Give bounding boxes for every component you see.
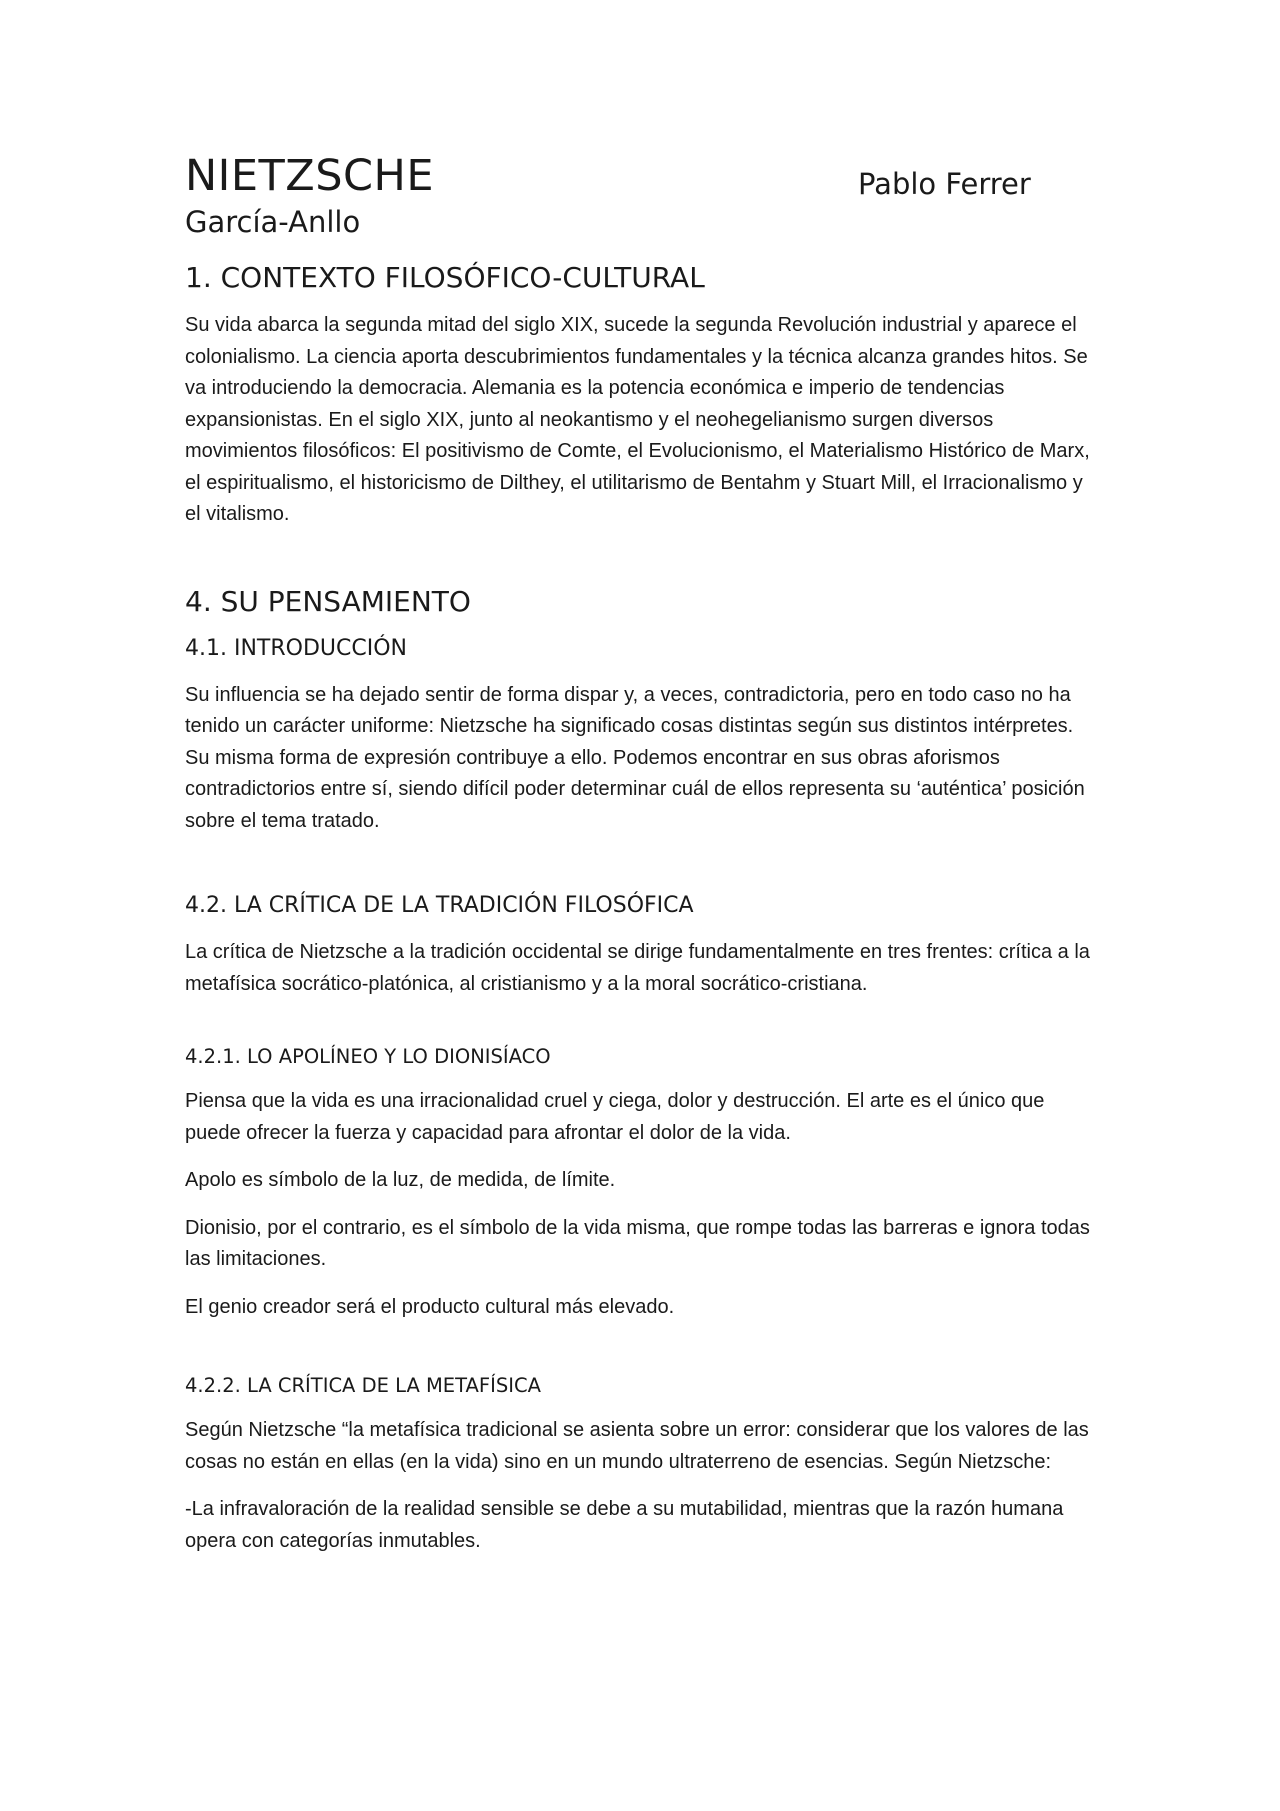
section-4-2-1-paragraph-2: Apolo es símbolo de la luz, de medida, de límite. [185,1169,616,1191]
section-4-2-1-paragraph-3: Dionisio, por el contrario, es el símbolo de la vida misma, que rompe todas las barreras e ignora todas las limitaciones. [185,1216,1090,1270]
title-row [185,150,1100,202]
section-4-2-paragraph: La crítica de Nietzsche a la tradición occidental se dirige fundamentalmente en tres frentes: crítica a la metafísica socrático-platónica, al cristianismo y a la moral socrático-cristiana. [185,941,1090,995]
section-4-2-heading: 4.2. LA CRÍTICA DE LA TRADICIÓN FILOSÓFICA [185,893,694,918]
section-4-1-heading: 4.1. INTRODUCCIÓN [185,635,407,661]
section-4-2-1-paragraph-4: El genio creador será el producto cultural más elevado. [185,1295,675,1318]
section-4-2-1-paragraph-1: Piensa que la vida es una irracionalidad cruel y ciega, dolor y destrucción. El arte es el único que puede ofrecer la fuerza y capacidad para afrontar el dolor de la vida. [185,1090,1045,1144]
section-1-paragraph: Su vida abarca la segunda mitad del siglo XIX, sucede la segunda Revolución industrial y aparece el colonialismo. La ciencia aporta descubrimientos fundamentales y la técnica alcanza grandes hitos. Se va introduciendo la democracia. Alemania es la potencia económica e imperio de tendencias expansionistas. En el siglo XIX, junto al neokantismo y el neohegelianismo surgen diversos movimientos filosóficos: El positivismo de Comte, el Evolucionismo, el Materialismo Histórico de Marx, el espiritualismo, el historicismo de Dilthey, el utilitarismo de Bentahm y Stuart Mill, el Irracionalismo y el vitalismo. [185,314,1090,525]
section-1-heading: 1. CONTEXTO FILOSÓFICO-CULTURAL [185,261,705,294]
section-4-1-paragraph: Su influencia se ha dejado sentir de forma dispar y, a veces, contradictoria, pero en todo caso no ha tenido un carácter uniforme: Nietzsche ha significado cosas distintas según sus distintos intérpretes. Su misma forma de expresión contribuye a ello. Podemos encontrar en sus obras aforismos contradictorios entre sí, siendo difícil poder determinar cuál de ellos representa su ‘auténtica’ posición sobre el tema tratado. [185,683,1085,832]
author-last-name: García-Anllo [185,205,361,239]
section-4-2-1-heading: 4.2.1. LO APOLÍNEO Y LO DIONISÍACO [185,1045,551,1068]
section-4-2-2-heading: 4.2.2. LA CRÍTICA DE LA METAFÍSICA [185,1374,541,1397]
section-4-2-2-paragraph-1: Según Nietzsche “la metafísica tradicional se asienta sobre un error: considerar que los valores de las cosas no están en ellas (en la vida) sino en un mundo ultraterreno de esencias. Según Nietzsche: [185,1419,1089,1473]
author-first-name: Pablo Ferrer [858,167,1031,201]
document-title: NIETZSCHE [185,151,435,201]
section-4-2-2-paragraph-2: -La infravaloración de la realidad sensible se debe a su mutabilidad, mientras que la razón humana opera con categorías inmutables. [185,1498,1064,1552]
section-4-heading: 4. SU PENSAMIENTO [185,584,471,618]
document-page [185,150,1100,1557]
